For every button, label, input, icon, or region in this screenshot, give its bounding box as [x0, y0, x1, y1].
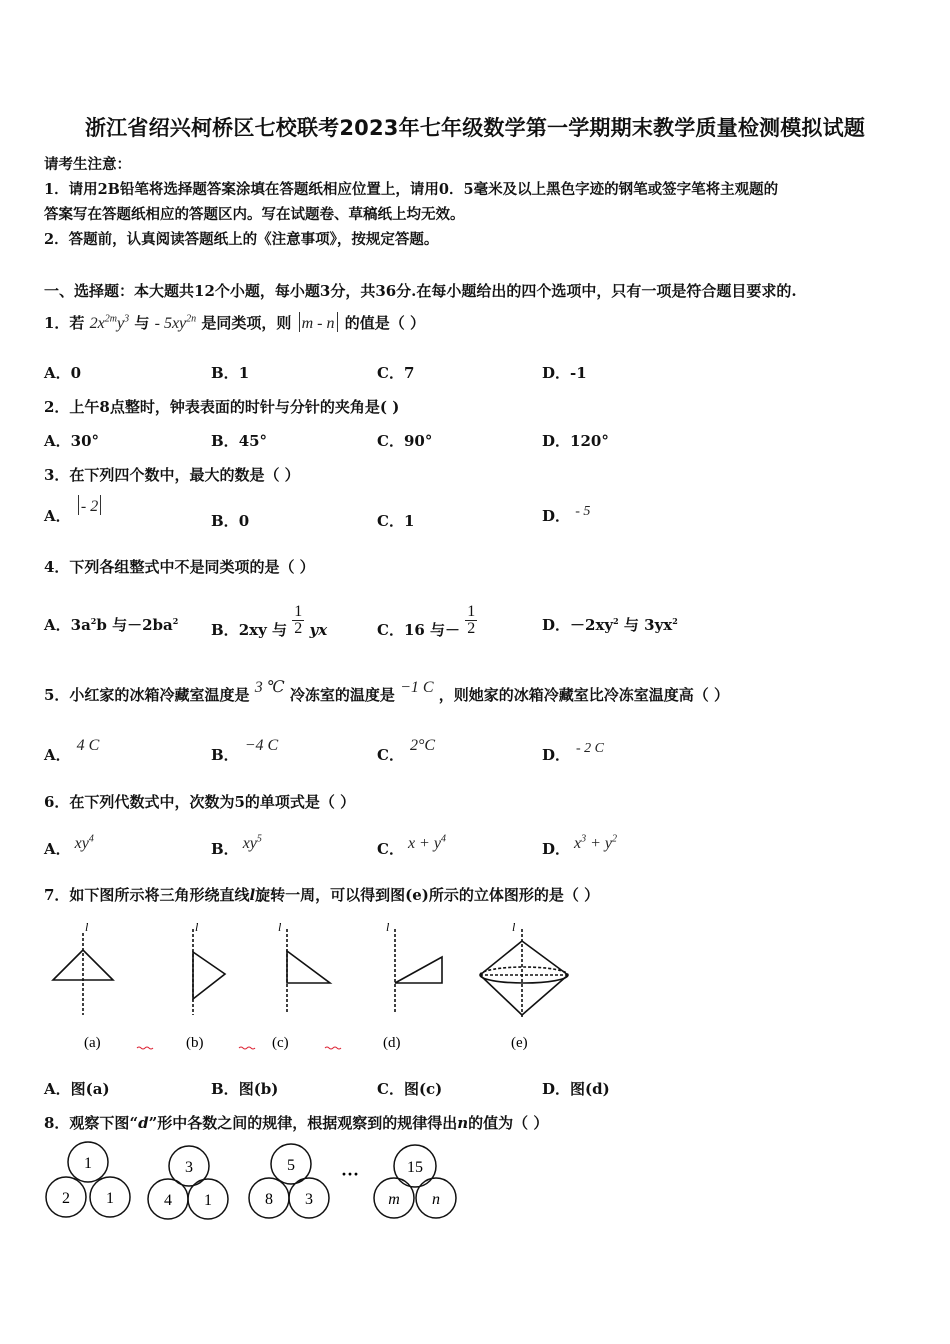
g2-top: 3 [185, 1159, 193, 1176]
q1-option-d[interactable]: D．-1 [542, 364, 587, 382]
q5-option-d[interactable]: D． - 2 C [542, 741, 605, 764]
q4-option-c[interactable]: C．16 与－ $\frac{1}{2}$ [377, 603, 476, 639]
q1-text-2: 与 [134, 314, 150, 332]
q5-option-a[interactable]: A．4 C [44, 737, 100, 764]
q1-option-b[interactable]: B．1 [211, 364, 250, 382]
g4-top: 15 [407, 1159, 423, 1176]
q7-option-a[interactable]: A．图(a) [44, 1080, 110, 1098]
question-7: 7．如下图所示将三角形绕直线l旋转一周，可以得到图(e)所示的立体图形的是（ ） [44, 886, 600, 904]
figure-e-axis-label: l [512, 920, 516, 934]
q4-option-a[interactable]: A．$3a^2b$ 与$-2ba^2$ [44, 616, 179, 634]
ellipsis: ··· [340, 1164, 360, 1184]
figure-c-axis-label: l [278, 920, 282, 934]
question-4: 4．下列各组整式中不是同类项的是（ ） [44, 558, 315, 576]
q1-text-3: 是同类项，则 [201, 314, 292, 332]
q6-option-c[interactable]: C． $x + y^4$ [377, 833, 446, 858]
figure-c-triangle [287, 929, 330, 1013]
q1-text-1: 1．若 [44, 314, 85, 332]
q5-option-b[interactable]: B．−4 C [211, 737, 279, 764]
g1-left: 2 [62, 1190, 70, 1207]
g4-right: n [432, 1191, 440, 1208]
q5-fridge-temp: 3 ℃ [254, 679, 285, 696]
q2-option-d[interactable]: D．120° [542, 432, 609, 450]
figure-b-triangle [193, 929, 225, 1015]
notice-line-2: 答案写在答题纸相应的答题区内。写在试题卷、草稿纸上均无效。 [44, 206, 465, 223]
q1-text-4: 的值是（ ） [344, 314, 425, 332]
q4-option-b[interactable]: B．2xy 与 $\frac{1}{2}$ yx [211, 603, 328, 639]
g3-top: 5 [287, 1157, 295, 1174]
q1-abs-expr: m - n [297, 315, 340, 332]
notice-heading: 请考生注意： [44, 156, 131, 173]
g1-top: 1 [84, 1155, 92, 1172]
section-heading: 一、选择题：本大题共12个小题，每小题3分，共36分.在每小题给出的四个选项中，只有一项是符合题目要求的. [44, 282, 797, 300]
figure-e-double-cone [480, 929, 568, 1017]
figure-a-label: (a) [84, 1035, 101, 1051]
notice-line-3: 2．答题前，认真阅读答题纸上的《注意事项》，按规定答题。 [44, 231, 439, 248]
q7-option-c[interactable]: C．图(c) [377, 1080, 443, 1098]
figure-c-label: (c) [272, 1035, 289, 1051]
q3-option-a[interactable]: A． - 2 [44, 505, 103, 526]
g4-left: m [388, 1191, 400, 1208]
q7-option-d[interactable]: D．图(d) [542, 1080, 610, 1098]
g2-right: 1 [204, 1192, 212, 1209]
q2-option-c[interactable]: C．90° [377, 432, 433, 450]
question-5: 5．小红家的冰箱冷藏室温度是 3 ℃ 冷冻室的温度是 −1 C ，则她家的冰箱冷藏室比冷冻室温度高（ ） [44, 679, 730, 704]
g1-right: 1 [106, 1190, 114, 1207]
q1-option-a[interactable]: A．0 [44, 364, 82, 382]
q2-option-b[interactable]: B．45° [211, 432, 268, 450]
figure-b-axis-label: l [195, 920, 199, 934]
q1-option-c[interactable]: C．7 [377, 364, 415, 382]
q1-term-2: - $5xy^{2n}$ [154, 313, 197, 332]
q6-option-b[interactable]: B． $xy^5$ [211, 833, 262, 858]
q2-option-a[interactable]: A．30° [44, 432, 100, 450]
figure-a-triangle [53, 933, 113, 1015]
figure-a-axis-label: l [85, 920, 89, 934]
q8-circle-figures [40, 1140, 470, 1225]
question-8: 8．观察下图“d”形中各数之间的规律，根据观察到的规律得出n的值为（ ） [44, 1114, 549, 1132]
question-2: 2．上午8点整时，钟表表面的时针与分针的夹角是( ) [44, 398, 400, 416]
figure-d-triangle [395, 929, 442, 1013]
figure-e-label: (e) [511, 1035, 528, 1051]
q6-option-a[interactable]: A． $xy^4$ [44, 833, 94, 858]
q5-option-c[interactable]: C．2°C [377, 737, 436, 764]
g3-left: 8 [265, 1191, 273, 1208]
question-3: 3．在下列四个数中，最大的数是（ ） [44, 466, 300, 484]
figure-d-axis-label: l [386, 920, 390, 934]
figure-b-label: (b) [186, 1035, 204, 1051]
question-1 [44, 312, 425, 333]
q5-freezer-temp: −1 C [400, 679, 434, 696]
q7-option-b[interactable]: B．图(b) [211, 1080, 279, 1098]
notice-line-1: 1．请用2B铅笔将选择题答案涂填在答题纸相应位置上，请用0．5毫米及以上黑色字迹的钢笔或签字笔将主观题的 [44, 181, 779, 198]
page-title: 浙江省绍兴柯桥区七校联考2023年七年级数学第一学期期末教学质量检测模拟试题 [84, 116, 866, 140]
figure-d-label: (d) [383, 1035, 401, 1051]
g2-left: 4 [164, 1192, 172, 1209]
q3-option-b[interactable]: B．0 [211, 512, 250, 530]
q3-option-d[interactable]: D． - 5 [542, 504, 591, 525]
q7-figures [40, 915, 600, 1060]
q4-option-d[interactable]: D．$-2xy^2$ 与 $3yx^2$ [542, 616, 678, 634]
q6-option-d[interactable]: D． $x^3 + y^2$ [542, 833, 618, 858]
question-6: 6．在下列代数式中，次数为5的单项式是（ ） [44, 793, 356, 811]
q3-option-c[interactable]: C．1 [377, 512, 415, 530]
g3-right: 3 [305, 1191, 313, 1208]
q1-term-1: $2x^{2m}y^3$ [89, 313, 130, 332]
